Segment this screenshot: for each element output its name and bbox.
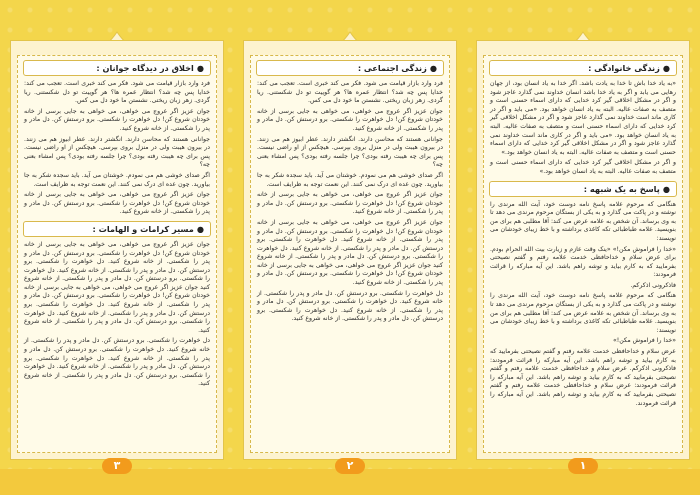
paragraph: «به یاد خدا باش تا خدا به یادت باشد. اگر خدا به یاد انسان بود، از جهان رهایی می یابد و اگر به یاد خدا باشد انسان خداوند نمی گذارد عاجز شود و اگر در مشکل اخلاقی گیر کرد خدایی که دارای اسماء حسنی است و متصف به صفات عالیه. البته به یاد انسان خواهد بود. «می باید و اگر در کاری ماند است خداوند نمی گذارد عاجز شود و اگر در مشکل اخلاقی گیر کرد خدایی که دارای اسماء حسنی است و متصف به صفات عالیه. البته به یاد انسان خواهد بود. «می باید و اگر در کاری ماند است خداوند نمی گذارد عاجز شود و اگر در مشکل اخلاقی گیر کرد خدایی که دارای اسماء حسنی است و متصف به صفات عالیه. البته به یاد انسان خواهد بود.»	[490, 80, 676, 156]
paragraph: جوان عزیز اگر عروج می خواهی، می خواهی به جایی برسی از خانه خودتان شروع کن! دل خواهرت را شکستی. برو درستش کن. دل مادر و پدر را شکستی. از خانه شروع کنید. دل خواهرت را شکستی. برو درستش کن. دل مادر و پدر را شکستی. از خانه شروع کنید. دل خواهرت را شکستی. برو درستش کن. دل مادر و پدر را شکستی. از خانه شروع کنید جوان عزیز اگر عروج می خواهی، می خواهی به جایی برسی از خانه خودتان شروع کن! دل خواهرت را شکستی. برو درستش کن. دل مادر و پدر را شکستی. از خانه شروع کنید. دل خواهرت را شکستی. برو درستش کن. دل مادر و پدر را شکستی. از خانه شروع کنید. دل خواهرت را شکستی. برو درستش کن. دل مادر و پدر را شکستی. از خانه شروع کنید.	[24, 240, 210, 334]
paragraph: دل خواهرت را شکستی. برو درستش کن. دل مادر و پدر را شکستی. از خانه شروع کنید. دل خواهرت را شکستی. برو درستش کن. دل مادر و پدر را شکستی. از خانه شروع کنید. دل خواهرت را شکستی. برو درستش کن. دل مادر و پدر را شکستی. از خانه شروع کنید.	[257, 289, 443, 323]
paragraph: عرض سلام و خداحافظی خدمت علامه رفتم و گفتم نصیحتی بفرمایید که به کارم بیاید و توشه راهم باشد. این آیه مبارکه را قرائت فرمودند: فاذکرونی اذکرکم. عرض سلام و خداحافظی خدمت علامه رفتم و گفتم نصیحتی بفرمایید که به کارم بیاید و توشه راهم باشد. این آیه مبارکه را قرائت فرمودند: عرض سلام و خداحافظی خدمت علامه رفتم و گفتم نصیحتی بفرمایید که به کارم بیاید و توشه راهم باشد. این آیه مبارکه را قرائت فرمودند.	[490, 348, 676, 407]
page-number-badge: ۱	[568, 458, 598, 474]
panel-content	[17, 55, 217, 453]
page-number-badge: ۲	[335, 458, 365, 474]
paragraph: جوان عزیز اگر عروج می خواهی، می خواهی به جایی برسی از خانه خودتان شروع کن! دل خواهرت را شکستی. برو درستش کن. دل مادر و پدر را شکستی. از خانه شروع کنید.	[257, 107, 443, 132]
section-heading-family-life: ●زندگی خانوادگی :	[489, 60, 677, 76]
paragraph: «خدا را فراموش مکن!» «ینک وقت عازم و زیارت بیت الله الحرام بودم. برای عرض سلام و خداحافظی خدمت علامه رفتم و گفتم نصیحتی بفرمایید که به کارم بیاید و توشه راهم باشد. این آیه مبارکه را قرائت فرمودند:	[490, 245, 676, 279]
paragraph: و اگر در مشکل اخلاقی گیر کرد خدایی که دارای اسماء حسنی است و متصف به صفات عالیه. البته به یاد انسان خواهد بود.»	[490, 159, 676, 175]
panel-body	[10, 40, 224, 460]
panel-content	[250, 55, 450, 453]
panel-content	[483, 55, 683, 453]
panel-body	[476, 40, 690, 460]
paragraph: فاذکرونی اذکرکم.	[630, 281, 676, 289]
paragraph: هنگامی که مرحوم علامه پاسخ نامه دوست خود، آیت الله مرندی را نوشته و در پاکت می گذارد و به یکی از بستگان مرحوم مرندی می دهد تا به وی برساند. آن شخص به علامه عرض می کند: آقا مطلبی هم برای من بنویسید. علامه طباطبائی تکه کاغذی برداشته و با خط زیبای خودشان می نویسند:	[490, 292, 676, 334]
page-number-badge: ۳	[102, 458, 132, 474]
paragraph: اگر صدای خوشی هم می نمودم. خوشتان می آید. باید سجده شکر به جا بیاورید. چون عده ای درک نمی کنند. این نعمت توجه به ظرایف است.	[257, 171, 443, 188]
paragraph: جوان عزیز اگر عروج می خواهی، می خواهی به جایی برسی از خانه خودتان شروع کن! دل خواهرت را شکستی. برو درستش کن. دل مادر و پدر را شکستی. از خانه شروع کنید.	[24, 107, 210, 132]
paragraph: فرد وارد بازار قیامت می شود. فکر می کند خبری است. تعجب می کند: خدایا پس چه شد؟ انتظار عمره ها؟ هر گوییت تو دل شکستنی. ریا گردی. زهر زبان ریختی. نشستن ما خود دل می کس.	[257, 80, 443, 105]
paragraph: فرد وارد بازار قیامت می شود. فکر می کند خبری است. تعجب می کند: خدایا پس چه شد؟ انتظار عمره ها؟ هر گوییت تو دل شکستنی. ریا گردی. زهر زبان ریختی. نشستن ما خود دل می کس.	[24, 80, 210, 105]
panel-page-3	[10, 30, 224, 472]
paragraph: هنگامی که مرحوم علامه پاسخ نامه دوست خود، آیت الله مرندی را نوشته و در پاکت می گذارد و به یکی از بستگان مرحوم مرندی می دهد تا به وی برساند. آن شخص به علامه عرض می کند: آقا مطلبی هم برای من بنویسید. علامه طباطبائی تکه کاغذی برداشته و با خط زیبای خودشان می نویسند:	[490, 200, 676, 242]
paragraph: جوان عزیز اگر عروج می خواهی، می خواهی به جایی برسی از خانه خودتان شروع کن! دل خواهرت را شکستی. برو درستش کن. دل مادر و پدر را شکستی. از خانه شروع کنید. دل خواهرت را شکستی. برو درستش کن. دل مادر و پدر را شکستی. از خانه شروع کنید. دل خواهرت را شکستی. برو درستش کن. دل مادر و پدر را شکستی. از خانه شروع کنید جوان عزیز اگر عروج می خواهی، می خواهی به جایی برسی از خانه خودتان شروع کن! دل خواهرت را شکستی. برو درستش کن. دل مادر و پدر را شکستی. از خانه شروع کنید.	[257, 218, 443, 287]
panel-page-1	[476, 30, 690, 472]
section-heading-youth-ethics: ●اخلاق در دیدگاه جوانان :	[23, 60, 211, 76]
section-heading-social-life: ●زندگی اجتماعی :	[256, 60, 444, 76]
paragraph: جوان عزیز اگر عروج می خواهی، می خواهی به جایی برسی از خانه خودتان شروع کن! دل خواهرت را شکستی. برو درستش کن. دل مادر و پدر را شکستی. از خانه شروع کنید.	[257, 191, 443, 216]
section-heading-answer-doubt: ●پاسخ به یک شبهه :	[489, 181, 677, 197]
paragraph: جوانانی هستند که محاسن دارند. انگشتر دارند. عطر ابیوز هم می زنند. در بیرون هیبت ولی در منزل بروی بپرسی. هیچکس از او راضی نیست. پس برای چه هیبت رفته بودی؟ چرا جلسه رفته بودی؟ پس امشاء بعنی چه؟	[24, 135, 210, 169]
paragraph: جوان عزیز اگر عروج می خواهی، می خواهی به جایی برسی از خانه خودتان شروع کن! دل خواهرت را شکستی. برو درستش کن. دل مادر و پدر را شکستی. از خانه شروع کنید.	[24, 191, 210, 216]
paragraph: اگر صدای خوشی هم می نمودم. خوشتان می آید. باید سجده شکر به جا بیاورید. چون عده ای درک نمی کنند. این نعمت توجه به ظرایف است.	[24, 171, 210, 188]
paragraph: «خدا را فراموش مکن!»	[612, 337, 676, 345]
panel-body	[243, 40, 457, 460]
panel-page-2	[243, 30, 457, 472]
paragraph: دل خواهرت را شکستی. برو درستش کن. دل مادر و پدر را شکستی. از خانه شروع کنید. دل خواهرت را شکستی. برو درستش کن. دل مادر و پدر را شکستی. از خانه شروع کنید. دل خواهرت را شکستی. برو درستش کن. دل مادر و پدر را شکستی. از خانه شروع کنید. دل خواهرت را شکستی. برو درستش کن. دل مادر و پدر را شکستی. از خانه شروع کنید.	[24, 337, 210, 388]
paragraph: جوانانی هستند که محاسن دارند. انگشتر دارند. عطر ابیوز هم می زنند. در بیرون هیبت ولی در منزل بروی بپرسی. هیچکس از او راضی نیست. پس برای چه هیبت رفته بودی؟ چرا جلسه رفته بودی؟ پس امشاء بعنی چه؟	[257, 135, 443, 169]
section-heading-miracles-path: ●مسیر کرامات و الهامات :	[23, 221, 211, 237]
